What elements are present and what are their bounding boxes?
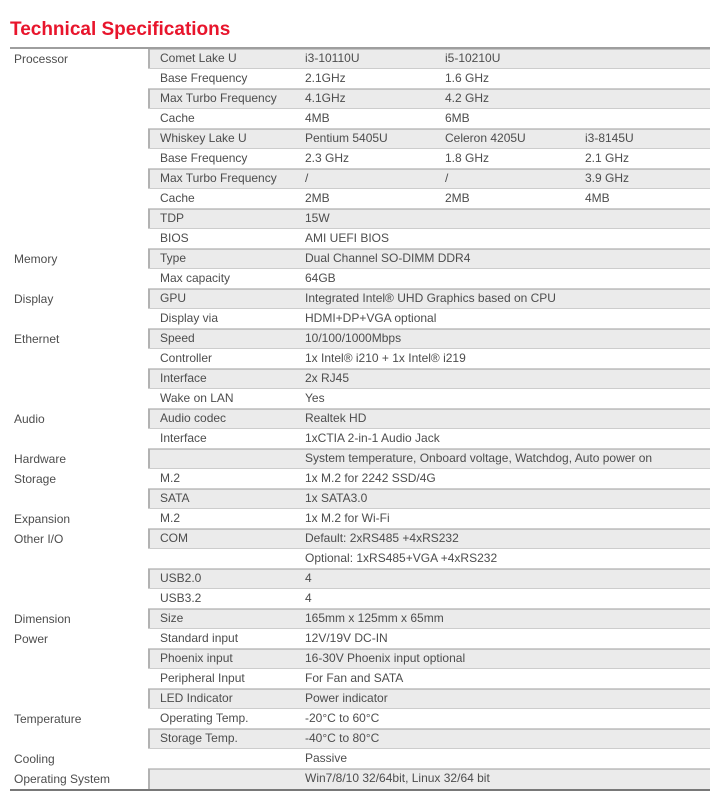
table-row xyxy=(10,49,710,69)
row-cells xyxy=(148,669,710,689)
spec-label: Audio codec xyxy=(160,411,227,425)
spec-value: 1x Intel® i210 + 1x Intel® i219 xyxy=(305,351,466,365)
table-row xyxy=(10,629,710,649)
row-category-label: Ethernet xyxy=(14,332,60,346)
page-title: Technical Specifications xyxy=(10,18,231,40)
table-row xyxy=(10,129,710,149)
row-category-label: Expansion xyxy=(14,512,71,526)
row-cells xyxy=(148,49,710,69)
table-row xyxy=(10,149,710,169)
row-cells xyxy=(148,709,710,729)
spec-value: -40°C to 80°C xyxy=(305,731,380,745)
table-row xyxy=(10,589,710,609)
table-row xyxy=(10,169,710,189)
spec-value: Default: 2xRS485 +4xRS232 xyxy=(305,531,459,545)
table-row xyxy=(10,109,710,129)
row-cells xyxy=(148,729,710,749)
table-row xyxy=(10,609,710,629)
spec-value: 64GB xyxy=(305,271,336,285)
table-row xyxy=(10,709,710,729)
spec-label: Storage Temp. xyxy=(160,731,238,745)
row-cells xyxy=(148,749,710,769)
row-cells xyxy=(148,209,710,229)
spec-label: USB2.0 xyxy=(160,571,202,585)
row-cells xyxy=(148,589,710,609)
spec-value: 1.6 GHz xyxy=(445,71,490,85)
spec-value: Win7/8/10 32/64bit, Linux 32/64 bit xyxy=(305,771,490,785)
spec-value: -20°C to 60°C xyxy=(305,711,380,725)
row-cells xyxy=(148,489,710,509)
row-cells xyxy=(148,449,710,469)
row-category-label: Display xyxy=(14,292,54,306)
table-row xyxy=(10,289,710,309)
table-row xyxy=(10,729,710,749)
spec-label: Cache xyxy=(160,111,195,125)
row-cells xyxy=(148,269,710,289)
row-cells xyxy=(148,249,710,269)
spec-value: 165mm x 125mm x 65mm xyxy=(305,611,444,625)
spec-value: 1xCTIA 2-in-1 Audio Jack xyxy=(305,431,440,445)
spec-label: Speed xyxy=(160,331,195,345)
spec-label: USB3.2 xyxy=(160,591,202,605)
spec-value: 2.1 GHz xyxy=(585,151,630,165)
spec-value: 2x RJ45 xyxy=(305,371,350,385)
spec-label: M.2 xyxy=(160,511,181,525)
spec-label: Max Turbo Frequency xyxy=(160,91,277,105)
row-cells xyxy=(148,549,710,569)
table-row xyxy=(10,569,710,589)
spec-label: Size xyxy=(160,611,184,625)
spec-value: 6MB xyxy=(445,111,470,125)
spec-label: Max capacity xyxy=(160,271,231,285)
table-row xyxy=(10,329,710,349)
row-category-label: Audio xyxy=(14,412,45,426)
spec-value: 4MB xyxy=(305,111,330,125)
table-row xyxy=(10,69,710,89)
spec-value: Yes xyxy=(305,391,325,405)
spec-label: Controller xyxy=(160,351,213,365)
row-category-label: Hardware xyxy=(14,452,67,466)
spec-value: Integrated Intel® UHD Graphics based on CPU xyxy=(305,291,556,305)
table-row xyxy=(10,369,710,389)
row-cells xyxy=(148,429,710,449)
spec-label: M.2 xyxy=(160,471,181,485)
row-category-label: Storage xyxy=(14,472,57,486)
table-row xyxy=(10,249,710,269)
table-row xyxy=(10,749,710,769)
spec-value: Celeron 4205U xyxy=(445,131,526,145)
spec-value: 2MB xyxy=(305,191,330,205)
row-cells xyxy=(148,109,710,129)
spec-value: Optional: 1xRS485+VGA +4xRS232 xyxy=(305,551,498,565)
spec-label: GPU xyxy=(160,291,187,305)
spec-value: i5-10210U xyxy=(445,51,501,65)
spec-label: Standard input xyxy=(160,631,239,645)
row-cells xyxy=(148,169,710,189)
row-cells xyxy=(148,689,710,709)
spec-label: Peripheral Input xyxy=(160,671,245,685)
spec-value: i3-8145U xyxy=(585,131,634,145)
spec-label: BIOS xyxy=(160,231,189,245)
table-row xyxy=(10,229,710,249)
row-category-label: Power xyxy=(14,632,49,646)
spec-label: Base Frequency xyxy=(160,151,248,165)
row-cells xyxy=(148,129,710,149)
table-row xyxy=(10,309,710,329)
table-row xyxy=(10,89,710,109)
spec-label: Wake on LAN xyxy=(160,391,234,405)
spec-table xyxy=(10,47,710,791)
row-cells xyxy=(148,309,710,329)
spec-value: 3.9 GHz xyxy=(585,171,630,185)
spec-value: 12V/19V DC-IN xyxy=(305,631,388,645)
table-row xyxy=(10,689,710,709)
spec-value: 4 xyxy=(305,591,312,605)
row-cells xyxy=(148,149,710,169)
table-row xyxy=(10,429,710,449)
table-row xyxy=(10,349,710,369)
spec-label: TDP xyxy=(160,211,184,225)
spec-value: HDMI+DP+VGA optional xyxy=(305,311,437,325)
spec-value: 4.1GHz xyxy=(305,91,346,105)
table-row xyxy=(10,529,710,549)
row-cells xyxy=(148,349,710,369)
spec-value: 15W xyxy=(305,211,330,225)
row-category-label: Temperature xyxy=(14,712,82,726)
spec-value: 1x M.2 for Wi-Fi xyxy=(305,511,390,525)
row-cells xyxy=(148,469,710,489)
row-cells xyxy=(148,89,710,109)
row-category-label: Dimension xyxy=(14,612,71,626)
spec-value: 1x SATA3.0 xyxy=(305,491,368,505)
spec-value: 2.1GHz xyxy=(305,71,346,85)
spec-label: LED Indicator xyxy=(160,691,233,705)
spec-value: System temperature, Onboard voltage, Watchdog, Auto power on xyxy=(305,451,653,465)
row-cells xyxy=(148,389,710,409)
spec-label: Cache xyxy=(160,191,195,205)
table-row xyxy=(10,489,710,509)
spec-value: AMI UEFI BIOS xyxy=(305,231,390,245)
table-row xyxy=(10,209,710,229)
spec-label: Operating Temp. xyxy=(160,711,249,725)
row-cells xyxy=(148,409,710,429)
table-row xyxy=(10,189,710,209)
spec-label: Base Frequency xyxy=(160,71,248,85)
spec-value: i3-10110U xyxy=(305,51,360,65)
row-category-label: Memory xyxy=(14,252,58,266)
spec-value: 2.3 GHz xyxy=(305,151,350,165)
table-row xyxy=(10,409,710,429)
spec-value: 10/100/1000Mbps xyxy=(305,331,402,345)
spec-value: / xyxy=(305,171,309,185)
spec-value: 2MB xyxy=(445,191,470,205)
spec-value: 16-30V Phoenix input optional xyxy=(305,651,466,665)
table-row xyxy=(10,509,710,529)
row-cells xyxy=(148,629,710,649)
row-cells xyxy=(148,529,710,549)
spec-value: For Fan and SATA xyxy=(305,671,404,685)
table-row xyxy=(10,469,710,489)
spec-label: Phoenix input xyxy=(160,651,233,665)
row-cells xyxy=(148,569,710,589)
spec-label: Interface xyxy=(160,371,207,385)
spec-label: Display via xyxy=(160,311,219,325)
row-cells xyxy=(148,509,710,529)
row-category-label: Processor xyxy=(14,52,69,66)
spec-value: 4MB xyxy=(585,191,610,205)
row-cells xyxy=(148,189,710,209)
spec-value: Power indicator xyxy=(305,691,388,705)
spec-label: Comet Lake U xyxy=(160,51,237,65)
table-row xyxy=(10,769,710,789)
spec-value: 4 xyxy=(305,571,312,585)
spec-value: 1.8 GHz xyxy=(445,151,490,165)
row-category-label: Cooling xyxy=(14,752,55,766)
spec-label: COM xyxy=(160,531,188,545)
spec-value: 1x M.2 for 2242 SSD/4G xyxy=(305,471,436,485)
table-row xyxy=(10,269,710,289)
spec-label: Whiskey Lake U xyxy=(160,131,247,145)
row-cells xyxy=(148,609,710,629)
spec-value: Dual Channel SO-DIMM DDR4 xyxy=(305,251,471,265)
row-cells xyxy=(148,289,710,309)
row-cells xyxy=(148,69,710,89)
row-category-label: Other I/O xyxy=(14,532,64,546)
table-row xyxy=(10,669,710,689)
table-row xyxy=(10,549,710,569)
spec-label: SATA xyxy=(160,491,190,505)
row-cells xyxy=(148,369,710,389)
table-row xyxy=(10,389,710,409)
spec-value: Realtek HD xyxy=(305,411,367,425)
row-cells xyxy=(148,769,710,789)
row-category-label: Operating System xyxy=(14,772,111,786)
row-cells xyxy=(148,229,710,249)
table-row xyxy=(10,649,710,669)
spec-label: Interface xyxy=(160,431,207,445)
spec-label: Type xyxy=(160,251,187,265)
spec-value: / xyxy=(445,171,449,185)
table-row xyxy=(10,449,710,469)
spec-label: Max Turbo Frequency xyxy=(160,171,277,185)
row-cells xyxy=(148,329,710,349)
row-cells xyxy=(148,649,710,669)
spec-value: Pentium 5405U xyxy=(305,131,388,145)
spec-value: Passive xyxy=(305,751,348,765)
spec-value: 4.2 GHz xyxy=(445,91,490,105)
